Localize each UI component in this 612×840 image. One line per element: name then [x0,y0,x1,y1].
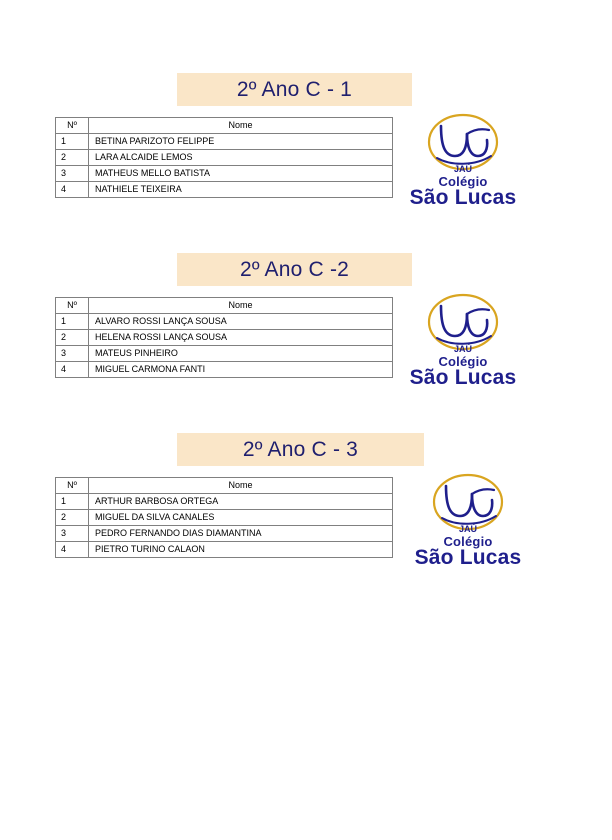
table-row [56,330,393,346]
cell-numero: 3 [56,346,89,362]
cell-numero: 3 [56,166,89,182]
table-row [56,494,393,510]
cell-nome: NATHIELE TEIXEIRA [89,182,393,198]
cell-numero: 3 [56,526,89,542]
table-row [56,134,393,150]
cell-numero: 4 [56,362,89,378]
logo-colegio-label: Colégio [443,534,493,549]
cell-nome: PIETRO TURINO CALAON [89,542,393,558]
table-row [56,166,393,182]
table-header-row [56,298,393,314]
table-row [56,182,393,198]
roster-table-3 [55,477,393,558]
cell-nome: MIGUEL CARMONA FANTI [89,362,393,378]
cell-numero: 2 [56,510,89,526]
logo-saolucas-label: São Lucas [414,546,522,569]
cell-numero: 1 [56,134,89,150]
cell-nome: PEDRO FERNANDO DIAS DIAMANTINA [89,526,393,542]
cell-numero: 2 [56,330,89,346]
table-row [56,510,393,526]
logo-colegio-label: Colégio [438,174,488,189]
logo-colegio-label: Colégio [438,354,488,369]
cell-nome: HELENA ROSSI LANÇA SOUSA [89,330,393,346]
cell-numero: 4 [56,182,89,198]
group-title-3: 2º Ano C - 3 [177,433,424,466]
column-header-numero: Nº [56,478,89,494]
svg-text:JAÚ: JAÚ [458,524,478,534]
table-row [56,542,393,558]
logo-monogram-icon [417,112,509,174]
table-row [56,526,393,542]
column-header-nome: Nome [89,118,393,134]
table-row [56,362,393,378]
svg-text:JAÚ: JAÚ [453,164,473,174]
logo-monogram-icon [422,472,514,534]
logo-monogram-icon [417,292,509,354]
cell-numero: 1 [56,494,89,510]
table-row [56,314,393,330]
column-header-nome: Nome [89,478,393,494]
cell-nome: MATHEUS MELLO BATISTA [89,166,393,182]
cell-numero: 4 [56,542,89,558]
table-row [56,150,393,166]
school-logo-2 [403,292,523,397]
school-logo-3 [408,472,528,577]
cell-nome: MIGUEL DA SILVA CANALES [89,510,393,526]
cell-numero: 1 [56,314,89,330]
school-logo-1 [403,112,523,217]
cell-nome: LARA ALCAIDE LEMOS [89,150,393,166]
column-header-numero: Nº [56,118,89,134]
table-header-row [56,478,393,494]
cell-nome: ARTHUR BARBOSA ORTEGA [89,494,393,510]
cell-numero: 2 [56,150,89,166]
roster-table-1 [55,117,393,198]
logo-saolucas-label: São Lucas [409,186,517,209]
svg-text:JAÚ: JAÚ [453,344,473,354]
column-header-numero: Nº [56,298,89,314]
cell-nome: ALVARO ROSSI LANÇA SOUSA [89,314,393,330]
roster-table-2 [55,297,393,378]
table-row [56,346,393,362]
column-header-nome: Nome [89,298,393,314]
cell-nome: BETINA PARIZOTO FELIPPE [89,134,393,150]
table-header-row [56,118,393,134]
cell-nome: MATEUS PINHEIRO [89,346,393,362]
group-title-2: 2º Ano C -2 [177,253,412,286]
group-title-1: 2º Ano C - 1 [177,73,412,106]
logo-saolucas-label: São Lucas [409,366,517,389]
